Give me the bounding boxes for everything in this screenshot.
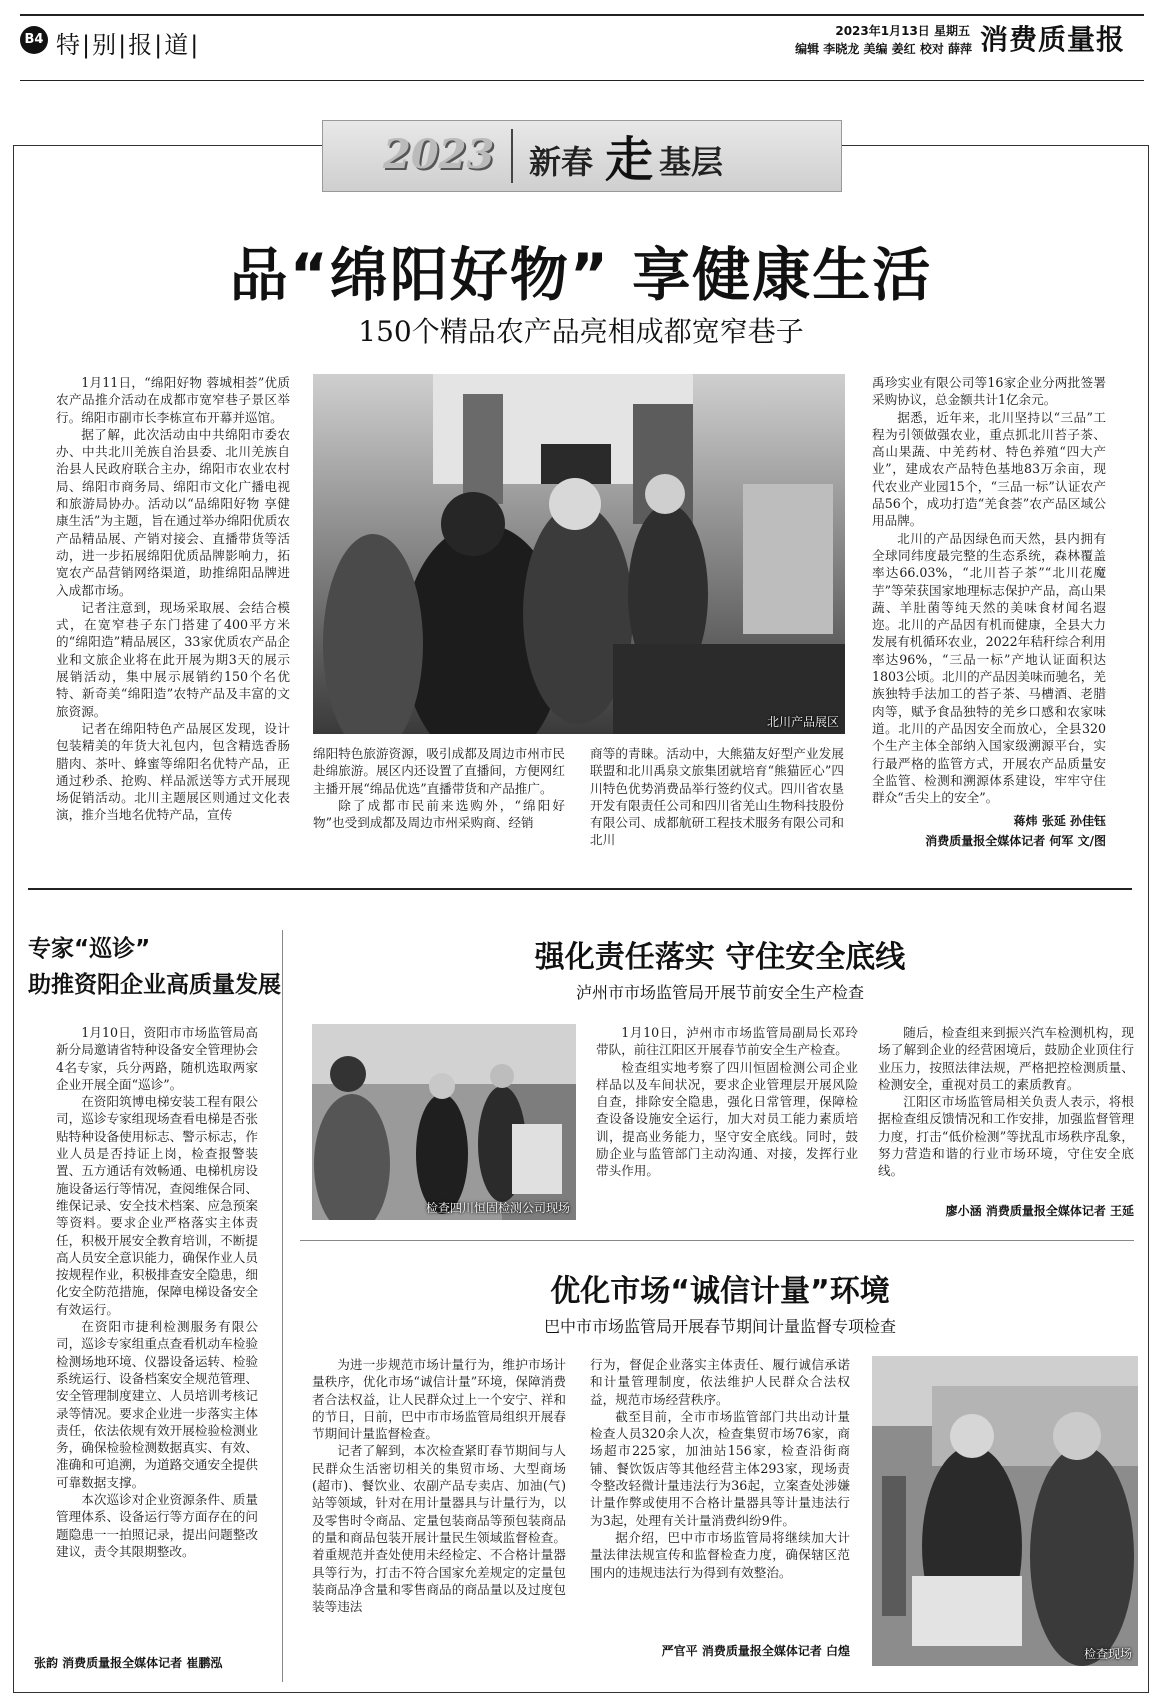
banner-year: 2023 xyxy=(383,131,495,178)
article-rule xyxy=(300,1240,1134,1241)
banner-text-left: 新春 xyxy=(529,143,594,181)
paragraph: 1月10日，资阳市市场监管局高新分局邀请省特种设备安全管理协会4名专家，兵分两路，随机选取两家企业开展全面“巡诊”。 xyxy=(56,1025,258,1092)
paragraph: 在资阳筑博电梯安装工程有限公司，巡诊专家组现场查看电梯是否张贴特种设备使用标志、警示标志，作业人员是否持证上岗，检查报警装置、五方通话有效畅通、电梯机房设施设备运行等情况，查阅维保合同、维保记录、安全技术档案、应急预案等资料。要求企业严格落实主体责任，积极开展安全教育培训，不断提高人员安全意识能力，确保作业人员按规程作业，积极排查安全隐患，细化安全防范措施，保障电梯设备安全有效运行。 xyxy=(56,1094,258,1317)
paragraph: 检查组实地考察了四川恒固检测公司企业样品以及车间状况，要求企业管理层开展风险自查，排除安全隐患，强化日常管理，保障检查设备设施安全运行，加大对员工能力素质培训，提高业务能力，坚守安全底线。同时，鼓励企业与监管部门主动沟通、对接，发挥行业带头作用。 xyxy=(596,1059,858,1179)
photo-caption: 检查四川恒固检测公司现场 xyxy=(425,1201,570,1215)
paragraph: 据了解，此次活动由中共绵阳市委农办、中共北川羌族自治县委、北川羌族自治县人民政府联合主办，绵阳市农业农村局、绵阳市商务局、绵阳市文化广播电视和旅游局协办。活动以“品绵阳好物 享健康生活”为主题，旨在通过举办绵阳优质农产品精品展、产销对接会、直播带货等活动，进一步拓展绵阳优质品牌影响力，拓宽农产品营销网络渠道，助推绵阳品牌进入成都市场。 xyxy=(56,426,290,598)
market-inspection-image xyxy=(872,1356,1138,1666)
paragraph: 记者了解到，本次检查紧盯春节期间与人民群众生活密切相关的集贸市场、大型商场(超市)、餐饮业、农副产品专卖店、加油(气)站等领域，针对在用计量器具与计量行为，以及零售时令商品、定量包装商品等预包装商品的量和商品包装开展计量民生领域监督检查。着重规范并查处使用未经检定、不合格计量器具等行为，打击不符合国家允差规定的定量包装商品净含量和零售商品的商品量以及过度包装等违法 xyxy=(312,1443,566,1615)
article1-col4 xyxy=(872,374,1106,808)
banner-text-right: 基层 xyxy=(659,143,724,181)
page-badge: B4 xyxy=(20,26,48,54)
paragraph: 截至目前，全市市场监管部门共出动计量检查人员320余人次，检查集贸市场76家，商场超市225家，加油站156家，检查沿街商铺、餐饮饭店等其他经营主体293家，现场责令整改轻微计量违法行为36起，立案查处涉嫌计量作弊或使用不合格计量器具等计量违法行为3起，处理有关计量消费纠纷9件。 xyxy=(590,1408,850,1528)
photo-caption: 北川产品展区 xyxy=(766,715,839,729)
article1-col1 xyxy=(56,374,290,874)
article4-title: 优化市场“诚信计量”环境 xyxy=(550,1274,890,1309)
article3-subtitle: 泸州市市场监管局开展节前安全生产检查 xyxy=(575,985,864,1002)
inspection-scene-image xyxy=(312,1024,576,1220)
article4-col2 xyxy=(590,1356,850,1630)
issue-date: 2023年1月13日 星期五 xyxy=(835,24,970,38)
article1-authors-line1: 蒋炜 张延 孙佳钰 xyxy=(1013,814,1106,828)
article1-title: 品“绵阳好物” 享健康生活 xyxy=(229,241,933,309)
article3-photo xyxy=(312,1024,576,1220)
paragraph: 绵阳特色旅游资源，吸引成都及周边市州市民赴绵旅游。展区内还设置了直播间，方便网红主播开展“绵品优选”直播带货和产品推广。 xyxy=(313,746,565,796)
article1-col3 xyxy=(590,745,844,869)
paragraph: 江阳区市场监管局相关负责人表示，将根据检查组反馈情况和工作安排，加强监督管理力度，打击“低价检测”等扰乱市场秩序乱象，努力营造和谐的行业市场环境，守住安全底线。 xyxy=(878,1094,1134,1179)
banner-text-mid: 走 xyxy=(605,132,654,188)
article4-authors: 严官平 消费质量报全媒体记者 白煌 xyxy=(661,1644,850,1658)
paragraph: 除了成都市民前来选购外，“绵阳好物”也受到成都及周边市州采购商、经销 xyxy=(313,797,565,831)
article1-photo xyxy=(313,374,845,734)
paragraph: 商等的青睐。活动中，大熊猫友好型产业发展联盟和北川禹泉文旅集团就培育“熊猫匠心”四川特色优势消费品举行签约仪式。四川省农垦开发有限责任公司和四川省羌山生物科技股份有限公司、成都航研工程技术服务有限公司和北川 xyxy=(590,746,844,848)
article4-photo xyxy=(872,1356,1138,1666)
paragraph: 行为，督促企业落实主体责任、履行诚信承诺和计量管理制度，依法维护人民群众合法权益，规范市场经营秩序。 xyxy=(590,1357,850,1407)
paragraph: 北川的产品因绿色而天然，县内拥有全球同纬度最完整的生态系统，森林覆盖率达66.03%，“北川苔子茶”“北川花魔芋”等荣获国家地理标志保护产品，高山果蔬、羊肚菌等纯天然的美味食材闻名遐迩。北川的产品因有机而健康，全县大力发展有机循环农业，2022年秸秆综合利用率达96%，“三品一标”产地认证面积达1803公顷。北川的产品因美味而驰名，羌族独特手法加工的苔子茶、马槽酒、老腊肉等，赋予食品独特的羌乡口感和农家味道。北川的产品因安全而放心，全县320个生产主体全部纳入国家级溯源平台，实行最严格的监管方式，开展农产品质量安全监管、检测和溯源体系建设，牢牢守住群众“舌尖上的安全”。 xyxy=(872,530,1106,806)
banner-divider xyxy=(511,129,513,183)
column-rule xyxy=(282,930,283,1682)
paragraph: 本次巡诊对企业资源条件、质量管理体系、设备运行等方面存在的问题隐患一一拍照记录，提出问题整改建议，责令其限期整改。 xyxy=(56,1492,258,1559)
article3-title: 强化责任落实 守住安全底线 xyxy=(534,940,906,975)
article2-body xyxy=(56,1024,258,1644)
paragraph: 据悉，近年来，北川坚持以“三品”工程为引领做强农业，重点抓北川苔子茶、高山果蔬、中羌药材、特色养殖“四大产业”，建成农产品特色基地83万余亩，现代农业产业园15个，“三品一标”认证农产品56个，成功打造“羌食荟”农产品区域公用品牌。 xyxy=(872,409,1106,529)
article1-col2 xyxy=(313,745,565,869)
article4-subtitle: 巴中市市场监管局开展春节期间计量监督专项检查 xyxy=(543,1319,896,1336)
photo-caption: 检查现场 xyxy=(1083,1647,1132,1661)
header-top-rule xyxy=(20,14,1144,16)
banner xyxy=(322,120,842,192)
newspaper-name: 消费质量报 xyxy=(980,23,1126,56)
article3-col2 xyxy=(878,1024,1134,1196)
paragraph: 记者在绵阳特色产品展区发现，设计包装精美的年货大礼包内，包含精选香肠腊肉、茶叶、蜂蜜等绵阳名优特产品，正通过秒杀、抢购、样品派送等方式开展现场促销活动。北川主题展区则通过文化表演，推介当地名优特产品，宣传 xyxy=(56,720,290,823)
article2-title-line1: 专家“巡诊” xyxy=(28,936,151,962)
article2-authors: 张韵 消费质量报全媒体记者 崔鹏泓 xyxy=(34,1656,223,1670)
article3-authors: 廖小涵 消费质量报全媒体记者 王延 xyxy=(945,1204,1134,1218)
article2-title-line2: 助推资阳企业高质量发展 xyxy=(28,972,281,998)
paragraph: 据介绍，巴中市市场监管局将继续加大计量法律法规宣传和监督检查力度，确保辖区范围内的违规违法行为得到有效整治。 xyxy=(590,1529,850,1580)
paragraph: 1月11日，“绵阳好物 蓉城相荟”优质农产品推介活动在成都市宽窄巷子景区举行。绵阳市副市长李栋宣布开幕并巡馆。 xyxy=(56,375,290,425)
paragraph: 在资阳市捷利检测服务有限公司，巡诊专家组重点查看机动车检验检测场地环境、仪器设备运转、检验系统运行、设备档案安全规范管理、安全管理制度建立、人员培训考核记录等情况。要求企业进一步落实主体责任，依法依规有效开展检验检测业务，确保检验检测数据真实、有效、准确和可追溯，为道路交通安全提供可靠数据支撑。 xyxy=(56,1319,258,1490)
paragraph: 记者注意到，现场采取展、会结合模式，在宽窄巷子东门搭建了400平方米的“绵阳造”精品展区，33家优质农产品企业和文旅企业将在此开展为期3天的展示展销活动，集中展示展销约150个名优特、新奇美“绵阳造”农特产品及丰富的文旅资源。 xyxy=(56,599,290,719)
paragraph: 禹珍实业有限公司等16家企业分两批签署采购协议，总金额共计1亿余元。 xyxy=(872,375,1106,408)
exhibition-scene-image xyxy=(313,374,845,734)
page-header xyxy=(20,14,1144,76)
paragraph: 随后，检查组来到振兴汽车检测机构，现场了解到企业的经营困境后，鼓励企业顶住行业压力，按照法律法规，严格把控检测质量、检测安全，重视对员工的素质教育。 xyxy=(878,1025,1134,1092)
header-bottom-rule xyxy=(20,80,1144,81)
article1-authors-line2: 消费质量报全媒体记者 何军 文/图 xyxy=(925,834,1106,848)
section-rule xyxy=(28,888,1132,890)
paragraph: 为进一步规范市场计量行为，维护市场计量秩序，优化市场“诚信计量”环境，保障消费者合法权益，让人民群众过上一个安宁、祥和的节日，日前，巴中市市场监管局组织开展春节期间计量监督检查。 xyxy=(312,1357,566,1442)
editor-credits: 编辑 李晓龙 美编 姜红 校对 薛萍 xyxy=(795,42,972,56)
section-title: 特|别|报|道| xyxy=(56,31,201,59)
article4-col1 xyxy=(312,1356,566,1662)
paragraph: 1月10日，泸州市市场监管局副局长邓玲带队，前往江阳区开展春节前安全生产检查。 xyxy=(596,1025,858,1058)
article1-subtitle: 150个精品农产品亮相成都宽窄巷子 xyxy=(358,315,804,348)
article3-col1 xyxy=(596,1024,858,1234)
